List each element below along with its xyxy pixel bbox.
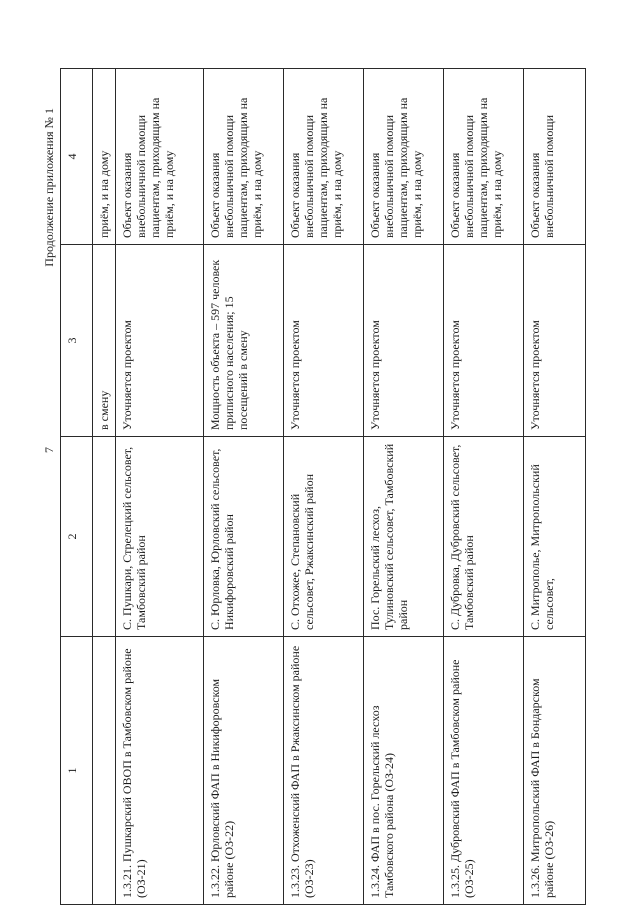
object-capacity: Мощность объекта – 597 человек приписного населения; 15 посещений в смену — [204, 245, 284, 437]
object-purpose: Объект оказания внебольничной помощи пациентам, приходящим на приём, и на дому — [444, 69, 524, 245]
object-capacity: в смену — [93, 245, 116, 437]
object-location: С. Пушкари, Стрелецкий сельсовет, Тамбовский район — [116, 437, 204, 637]
column-number: 4 — [61, 69, 93, 245]
column-number: 2 — [61, 437, 93, 637]
column-number: 3 — [61, 245, 93, 437]
object-purpose: Объект оказания внебольничной помощи пациентам, приходящим на приём, и на дому — [284, 69, 364, 245]
object-location: С. Митрополье, Митропольский сельсовет, — [524, 437, 586, 637]
object-name: 1.3.26. Митропольский ФАП в Бондарском районе (ОЗ-26) — [524, 637, 586, 905]
object-purpose: Объект оказания внебольничной помощи пациентам, приходящим на приём, и на дому — [204, 69, 284, 245]
object-name: 1.3.25. Дубровский ФАП в Тамбовском районе (ОЗ-25) — [444, 637, 524, 905]
table-row — [444, 69, 524, 905]
object-capacity: Уточняется проектом — [444, 245, 524, 437]
column-number: 1 — [61, 637, 93, 905]
object-name: 1.3.24. ФАП в пос. Горельский лесхоз Тамбовского района (ОЗ-24) — [364, 637, 444, 905]
object-purpose: Объект оказания внебольничной помощи пациентам, приходящим на приём, и на дому — [364, 69, 444, 245]
objects-table — [60, 68, 586, 905]
object-name: 1.3.22. Юрловский ФАП в Никифоровском районе (ОЗ-22) — [204, 637, 284, 905]
page-number: 7 — [42, 447, 56, 453]
object-purpose: Объект оказания внебольничной помощи — [524, 69, 586, 245]
object-capacity: Уточняется проектом — [284, 245, 364, 437]
object-location — [93, 437, 116, 637]
column-number-row — [61, 69, 93, 905]
object-capacity: Уточняется проектом — [524, 245, 586, 437]
table-row — [116, 69, 204, 905]
object-name: 1.3.23. Отхоженский ФАП в Ржаксинском районе (ОЗ-23) — [284, 637, 364, 905]
object-purpose: приём, и на дому — [93, 69, 116, 245]
object-location: С. Дубровка, Дубровский сельсовет, Тамбовский район — [444, 437, 524, 637]
table-row — [204, 69, 284, 905]
object-location: С. Отхожее, Степановский сельсовет, Ржаксинский район — [284, 437, 364, 637]
object-purpose: Объект оказания внебольничной помощи пациентам, приходящим на приём, и на дому — [116, 69, 204, 245]
object-capacity: Уточняется проектом — [116, 245, 204, 437]
object-name — [93, 637, 116, 905]
table-row — [284, 69, 364, 905]
object-location: Пос. Горельский лесхоз, Тулиновский сельсовет, Тамбовский район — [364, 437, 444, 637]
appendix-note: Продолжение приложения № 1 — [42, 108, 56, 267]
object-location: С. Юрловка, Юрловский сельсовет, Никифоровский район — [204, 437, 284, 637]
object-capacity: Уточняется проектом — [364, 245, 444, 437]
table-row — [364, 69, 444, 905]
table-row — [524, 69, 586, 905]
object-name: 1.3.21. Пушкарский ОВОП в Тамбовском районе (ОЗ-21) — [116, 637, 204, 905]
table-row — [93, 69, 116, 905]
